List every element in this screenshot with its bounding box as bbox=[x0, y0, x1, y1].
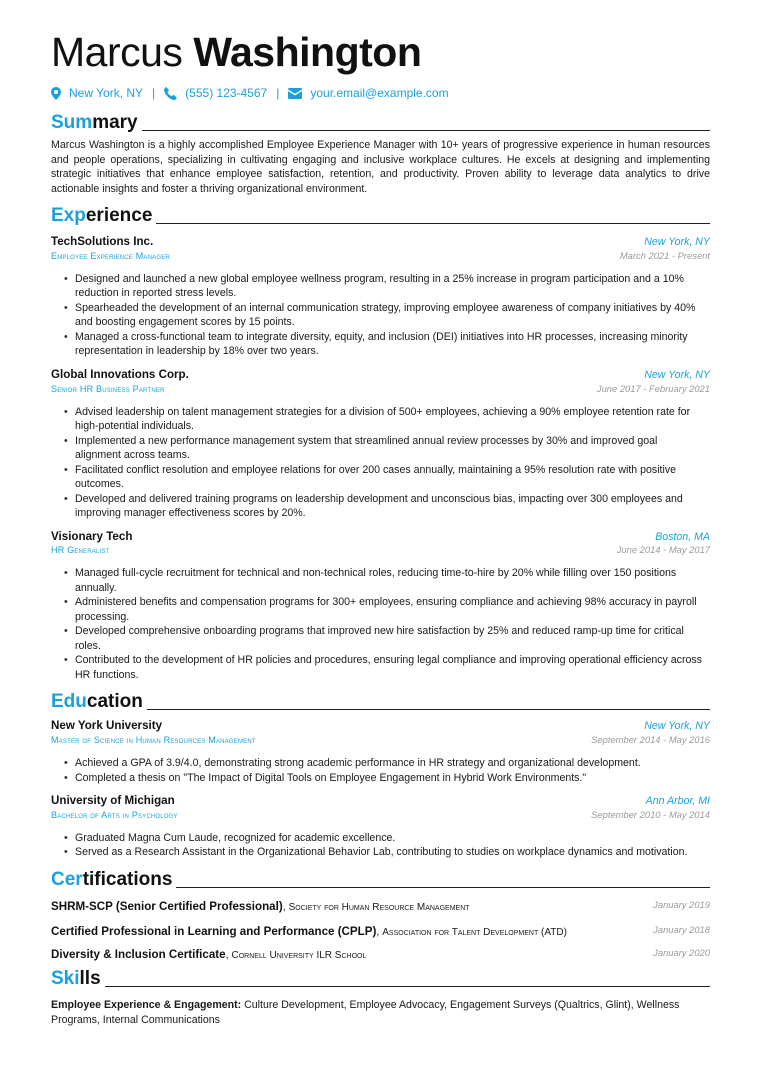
bullet-item: • Served as a Research Assistant in the Organizational Behavior Lab, contributing to studies on workplace dynamics and motivation. bbox=[75, 845, 710, 860]
skill-line bbox=[51, 998, 710, 1027]
job-entry bbox=[51, 234, 710, 359]
summary-text: Marcus Washington is a highly accomplished Employee Experience Manager with 10+ years of progressive experience in human resources and people operations, specializing in cultivating engaging and inclusive workplace cultures. He excels at designing and implementing strategic initiatives that enhance employee satisfaction, retention, and productivity. Proven ability to leverage data analytics to drive actionable insights and foster a thriving organizational environment. bbox=[51, 139, 710, 195]
education-bullets bbox=[51, 831, 710, 860]
bullet-item: • Advised leadership on talent management strategies for a division of 500+ employees, achieving a 90% employee retention rate for high-potential individuals. bbox=[75, 405, 710, 434]
section-rule bbox=[142, 130, 710, 131]
location-text: New York, NY bbox=[69, 85, 144, 100]
degree: Master of Science in Human Resources Management bbox=[51, 735, 256, 746]
education-title-accent: Edu bbox=[51, 691, 87, 713]
certification-date: January 2020 bbox=[653, 946, 710, 958]
job-entry bbox=[51, 529, 710, 683]
candidate-name bbox=[51, 28, 710, 76]
company-name: Visionary Tech bbox=[51, 529, 133, 543]
certification-date: January 2019 bbox=[653, 898, 710, 910]
skills-heading bbox=[51, 968, 710, 990]
certification-issuer: Association for Talent Development (ATD) bbox=[382, 926, 567, 938]
summary-title-accent: Sum bbox=[51, 112, 93, 133]
job-title: Senior HR Business Partner bbox=[51, 383, 165, 394]
certification-item: Diversity & Inclusion Certificate, Cornell University ILR School January 2020 bbox=[51, 946, 710, 961]
job-bullets bbox=[51, 566, 710, 682]
experience-title-rest: erience bbox=[85, 205, 153, 226]
bullet-item: • Achieved a GPA of 3.9/4.0, demonstrating strong academic performance in HR strategy and organizational development. bbox=[75, 756, 710, 771]
certification-name: SHRM-SCP (Senior Certified Professional) bbox=[51, 899, 283, 913]
certifications-heading bbox=[51, 869, 710, 891]
certification-name: Certified Professional in Learning and Performance (CPLP) bbox=[51, 924, 377, 938]
bullet-item: • Managed full-cycle recruitment for technical and non-technical roles, reducing time-to-hire by 20% while filling over 150 positions annually. bbox=[75, 566, 710, 595]
bullet-item: • Designed and launched a new global employee wellness program, resulting in a 25% increase in program participation and a 10% reduction in reported stress levels. bbox=[75, 272, 710, 301]
job-location: New York, NY bbox=[644, 368, 710, 381]
certifications-title-accent: Cer bbox=[51, 868, 83, 890]
job-bullets bbox=[51, 405, 710, 521]
company-name: TechSolutions Inc. bbox=[51, 235, 154, 248]
certification-date: January 2018 bbox=[653, 923, 710, 935]
first-name: Marcus bbox=[51, 29, 183, 75]
job-dates: June 2017 - February 2021 bbox=[596, 382, 710, 394]
job-title: HR Generalist bbox=[51, 545, 110, 556]
education-title-rest: cation bbox=[86, 691, 143, 713]
contact-line bbox=[51, 84, 710, 102]
section-rule bbox=[147, 709, 710, 710]
phone-icon bbox=[164, 87, 177, 100]
certification-name: Diversity & Inclusion Certificate bbox=[51, 947, 226, 961]
job-dates: March 2021 - Present bbox=[619, 249, 710, 261]
education-bullets bbox=[51, 756, 710, 785]
bullet-item: • Completed a thesis on "The Impact of Digital Tools on Employee Engagement in Hybrid Work Environments." bbox=[75, 771, 710, 786]
experience-title-accent: Exp bbox=[51, 205, 86, 226]
section-rule bbox=[105, 986, 710, 987]
education-heading bbox=[51, 691, 710, 713]
skill-category: Employee Experience & Engagement: bbox=[51, 999, 242, 1012]
section-rule bbox=[156, 223, 710, 224]
certification-item: SHRM-SCP (Senior Certified Professional), Society for Human Resource Management January 2019 bbox=[51, 898, 710, 913]
phone-text: (555) 123-4567 bbox=[185, 85, 268, 100]
company-name: Global Innovations Corp. bbox=[51, 367, 189, 381]
job-entry bbox=[51, 367, 710, 521]
school-location: Ann Arbor, MI bbox=[645, 795, 710, 807]
education-entry bbox=[51, 718, 710, 785]
skill-list: Culture Development, Employee Advocacy, Engagement Surveys (Qualtrics, Glint), Wellness Programs, Internal Communications bbox=[51, 999, 680, 1026]
school-dates: September 2014 - May 2016 bbox=[591, 734, 710, 746]
certification-issuer: Cornell University ILR School bbox=[231, 949, 367, 961]
last-name: Washington bbox=[193, 29, 422, 75]
school-location: New York, NY bbox=[644, 720, 710, 733]
job-bullets bbox=[51, 272, 710, 359]
skills-title-rest: lls bbox=[79, 968, 101, 990]
job-title: Employee Experience Manager bbox=[51, 250, 170, 261]
job-location: Boston, MA bbox=[655, 530, 710, 543]
email-text: your.email@example.com bbox=[310, 85, 449, 100]
bullet-item: • Managed a cross-functional team to integrate diversity, equity, and inclusion (DEI) initiatives into HR processes, increasing minority representation in leadership by 18% over two years. bbox=[75, 330, 710, 359]
certification-issuer: Society for Human Resource Management bbox=[288, 901, 470, 913]
contact-separator: | bbox=[276, 85, 280, 100]
bullet-item: • Contributed to the development of HR policies and procedures, ensuring legal compliance and improving operational efficiency across HR functions. bbox=[75, 653, 710, 682]
certification-item: Certified Professional in Learning and Performance (CPLP), Association for Talent Development (ATD) January 2018 bbox=[51, 923, 710, 938]
job-dates: June 2014 - May 2017 bbox=[616, 544, 710, 556]
job-location: New York, NY bbox=[644, 236, 710, 248]
contact-email[interactable] bbox=[288, 85, 448, 101]
bullet-item: • Facilitated conflict resolution and employee relations for over 200 cases annually, maintaining a 95% resolution rate with positive outcomes. bbox=[75, 463, 710, 492]
school-dates: September 2010 - May 2014 bbox=[591, 808, 710, 820]
experience-heading bbox=[51, 205, 710, 227]
map-marker-icon bbox=[51, 87, 61, 100]
envelope-icon bbox=[288, 88, 302, 99]
summary-title-rest: mary bbox=[92, 112, 138, 133]
bullet-item: • Administered benefits and compensation programs for 300+ employees, ensuring compliance and achieving 98% accuracy in payroll processing. bbox=[75, 595, 710, 624]
contact-separator: | bbox=[152, 85, 156, 100]
section-rule bbox=[176, 887, 710, 888]
contact-location bbox=[51, 85, 143, 101]
education-entry bbox=[51, 793, 710, 860]
contact-phone[interactable] bbox=[164, 85, 267, 101]
degree: Bachelor of Arts in Psychology bbox=[51, 809, 178, 820]
bullet-item: • Developed comprehensive onboarding programs that improved new hire satisfaction by 25% and reduced ramp-up time for critical roles. bbox=[75, 624, 710, 653]
skills-title-accent: Ski bbox=[51, 968, 80, 990]
bullet-item: • Developed and delivered training programs on leadership development and unconscious bias, impacting over 300 employees and improving manager effectiveness scores by 20%. bbox=[75, 492, 710, 521]
school-name: University of Michigan bbox=[51, 794, 175, 807]
bullet-item: • Implemented a new performance management system that streamlined annual review processes by 30% and improved goal alignment across teams. bbox=[75, 434, 710, 463]
bullet-item: • Graduated Magna Cum Laude, recognized for academic excellence. bbox=[75, 831, 710, 846]
certifications-title-rest: tifications bbox=[82, 868, 173, 890]
bullet-item: • Spearheaded the development of an internal communication strategy, improving employee awareness of company initiatives by 40% and boosting engagement scores by 15 points. bbox=[75, 301, 710, 330]
school-name: New York University bbox=[51, 719, 163, 733]
summary-heading bbox=[51, 112, 710, 134]
